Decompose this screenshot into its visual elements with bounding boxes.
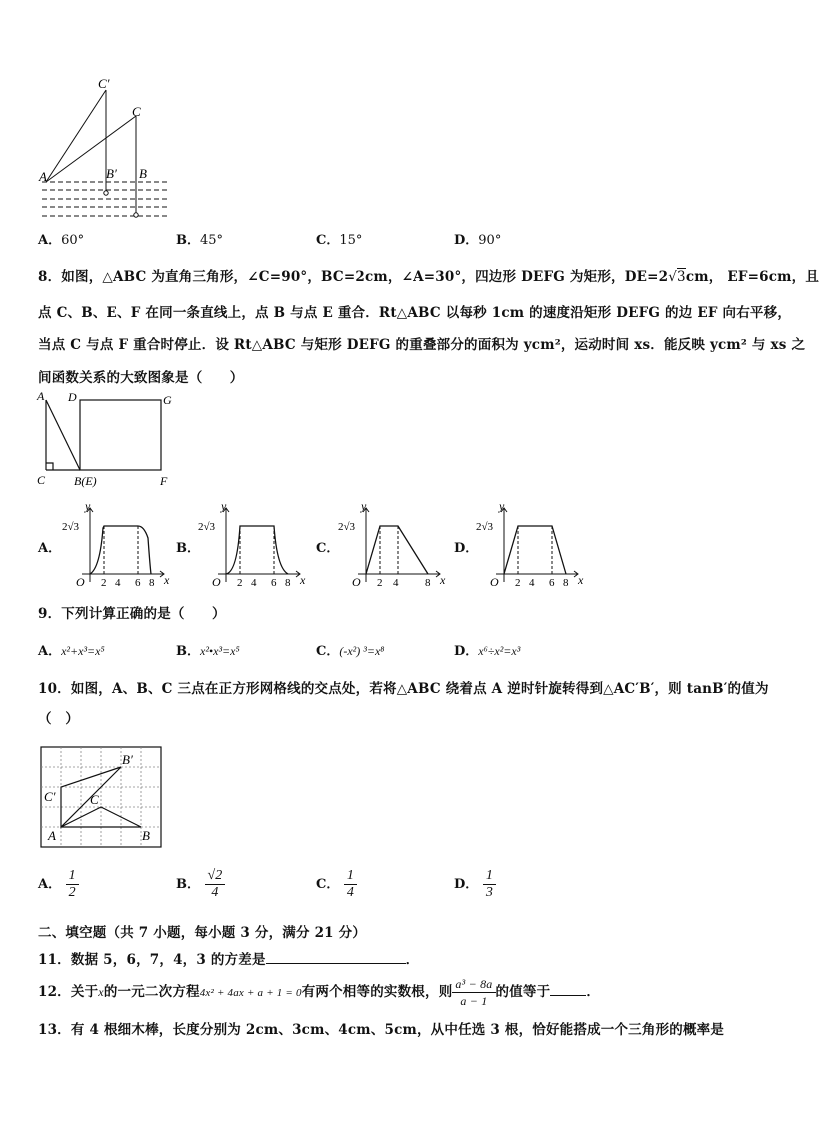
option-letter: B．: [176, 877, 200, 892]
q8-line-3: 当点 C 与点 F 重合时停止．设 Rt△ABC 与矩形 DEFG 的重叠部分的面积为 ycm²，运动时间 xs．能反映 ycm² 与 xs 之: [38, 337, 806, 353]
option-letter: D．: [454, 644, 479, 659]
denominator: 2: [68, 885, 76, 900]
denominator: 4: [346, 885, 354, 900]
denominator: 4: [211, 885, 219, 900]
x-tick-2: 2: [237, 577, 243, 589]
option-fraction: [483, 868, 496, 901]
axis-x: x: [164, 573, 170, 587]
option-value: 90°: [478, 233, 502, 248]
option-letter: D．: [454, 233, 479, 248]
q9-option-a[interactable]: [38, 640, 105, 659]
option-letter: A．: [38, 233, 62, 248]
denominator: 3: [485, 885, 493, 900]
q8-graph-b[interactable]: [196, 498, 314, 588]
q10-option-d[interactable]: [454, 868, 496, 901]
axis-x: x: [440, 573, 446, 587]
q9-option-b[interactable]: [176, 640, 240, 659]
q10-grid-figure: [38, 744, 164, 850]
label-c: C: [37, 473, 46, 487]
axis-y: y: [221, 499, 227, 513]
option-letter: B．: [176, 233, 200, 248]
q8-line-4: 间函数关系的大致图象是（ ）: [38, 370, 244, 386]
numerator: 1: [344, 868, 357, 885]
x-tick-2: 2: [377, 577, 383, 589]
q12-mid2: 有两个相等的实数根，则: [301, 984, 453, 1000]
q12-fraction: [452, 976, 495, 1009]
option-value: 60°: [61, 233, 85, 248]
label-a: A: [48, 828, 56, 843]
q12: [38, 976, 600, 1009]
axis-y: y: [499, 499, 505, 513]
option-expr: (-x²) ³=x⁸: [339, 644, 385, 658]
q11: [38, 948, 419, 968]
axis-x: x: [300, 573, 306, 587]
q12-end: ．: [586, 984, 601, 1000]
q11-answer-blank[interactable]: [266, 951, 406, 964]
q9-option-c[interactable]: [316, 640, 384, 659]
y-tick: 2√3: [476, 521, 494, 533]
option-fraction: [66, 868, 79, 901]
x-tick-4: 4: [393, 577, 399, 589]
origin: O: [352, 575, 361, 589]
q8-option-d-letter[interactable]: D．: [454, 541, 479, 556]
option-value: 45°: [200, 233, 224, 248]
q12-equation: 4x² + 4ax + a + 1 = 0: [199, 987, 302, 999]
section-2-title: 二、填空题（共 7 小题，每小题 3 分，满分 21 分）: [38, 925, 367, 941]
q8-graph-c[interactable]: [336, 498, 454, 588]
q7-option-a[interactable]: [38, 229, 84, 248]
denominator: a − 1: [460, 994, 488, 1008]
q10-line-1: 10．如图，A、B、C 三点在正方形网格线的交点处，若将△ABC 绕着点 A 逆时针旋转得到△AC′B′，则 tanB′的值为: [38, 681, 769, 697]
axis-y: y: [85, 499, 91, 513]
q8-figure: [34, 388, 184, 492]
label-f: F: [160, 474, 168, 488]
option-letter: D．: [454, 877, 479, 892]
numerator: √2: [205, 868, 226, 885]
y-tick: 2√3: [338, 521, 356, 533]
x-tick-4: 4: [529, 577, 535, 589]
option-fraction: [344, 868, 357, 901]
option-letter: C．: [316, 644, 340, 659]
q8-option-b-letter[interactable]: B．: [176, 541, 200, 556]
label-c: C: [90, 792, 99, 807]
label-d: D: [68, 390, 77, 404]
label-be: B(E): [74, 474, 97, 488]
x-tick-8: 8: [149, 577, 155, 589]
sqrt-symbol: √: [668, 269, 678, 285]
q10-option-c[interactable]: [316, 868, 357, 901]
x-tick-8: 8: [563, 577, 569, 589]
q8-graph-a[interactable]: [60, 498, 178, 588]
origin: O: [212, 575, 221, 589]
label-c: C: [132, 104, 141, 119]
q12-mid: 的一元二次方程: [103, 984, 200, 1000]
q12-pre: 12．关于: [38, 984, 99, 1000]
q8-graph-d[interactable]: [474, 498, 592, 588]
q12-var: x: [98, 985, 104, 999]
label-b-prime: B′: [122, 752, 133, 767]
origin: O: [490, 575, 499, 589]
x-tick-6: 6: [135, 577, 141, 589]
label-a: A: [37, 389, 45, 403]
q13: 13．有 4 根细木棒，长度分别为 2cm、3cm、4cm、5cm，从中任选 3 根，恰好能搭成一个三角形的概率是: [38, 1022, 725, 1038]
q12-answer-blank[interactable]: [550, 983, 586, 996]
x-tick-4: 4: [115, 577, 121, 589]
x-tick-2: 2: [101, 577, 107, 589]
option-letter: A．: [38, 877, 62, 892]
x-tick-4: 4: [251, 577, 257, 589]
label-c-prime: C′: [44, 789, 56, 804]
label-a: A: [39, 169, 47, 184]
numerator: a³ − 8a: [452, 976, 495, 993]
q9-stem: 9．下列计算正确的是（ ）: [38, 606, 226, 622]
numerator: 1: [66, 868, 79, 885]
option-expr: x⁶÷x²=x³: [478, 644, 521, 658]
y-tick: 2√3: [62, 521, 80, 533]
option-letter: B．: [176, 644, 200, 659]
x-tick-6: 6: [549, 577, 555, 589]
q7-option-c[interactable]: [316, 229, 362, 248]
axis-y: y: [361, 499, 367, 513]
numerator: 1: [483, 868, 496, 885]
q7-figure: [36, 72, 176, 224]
q9-option-d[interactable]: [454, 640, 520, 659]
q7-option-b[interactable]: [176, 229, 223, 248]
x-tick-2: 2: [515, 577, 521, 589]
option-letter: A．: [38, 644, 62, 659]
q11-end: ．: [405, 952, 420, 968]
q10-option-a[interactable]: [38, 868, 79, 901]
q7-option-d[interactable]: [454, 229, 501, 248]
option-expr: x²•x³=x⁵: [200, 644, 240, 658]
option-fraction: [205, 868, 226, 901]
axis-x: x: [578, 573, 584, 587]
q11-text: 11．数据 5，6，7，4，3 的方差是: [38, 952, 266, 968]
label-b: B: [139, 166, 147, 181]
q10-option-b[interactable]: [176, 868, 225, 901]
label-b-prime: B′: [106, 166, 117, 181]
label-b: B: [142, 828, 150, 843]
y-tick: 2√3: [198, 521, 216, 533]
option-letter: C．: [316, 233, 340, 248]
q8-line-1-text: 8．如图，△ABC 为直角三角形，∠C=90°，BC=2cm，∠A=30°，四边形 DEFG 为矩形，DE=2: [38, 269, 669, 285]
q8-line-1: [38, 265, 819, 285]
q12-post: 的值等于: [495, 984, 551, 1000]
q8-option-a-letter[interactable]: A．: [38, 541, 62, 556]
option-letter: C．: [316, 877, 340, 892]
option-value: 15°: [339, 233, 363, 248]
q8-line-2: 点 C、B、E、F 在同一条直线上，点 B 与点 E 重合．Rt△ABC 以每秒 1cm 的速度沿矩形 DEFG 的边 EF 向右平移，: [38, 305, 792, 321]
origin: O: [76, 575, 85, 589]
x-tick-8: 8: [425, 577, 431, 589]
label-g: G: [163, 393, 172, 407]
q8-line-1-tail: cm， EF=6cm，且: [685, 269, 819, 285]
q10-line-2: （ ）: [38, 711, 80, 727]
x-tick-8: 8: [285, 577, 291, 589]
x-tick-6: 6: [271, 577, 277, 589]
sqrt-argument: 3: [677, 269, 686, 285]
label-c-prime: C′: [98, 76, 110, 91]
option-expr: x²+x³=x⁵: [61, 644, 105, 658]
q8-option-c-letter[interactable]: C．: [316, 541, 340, 556]
